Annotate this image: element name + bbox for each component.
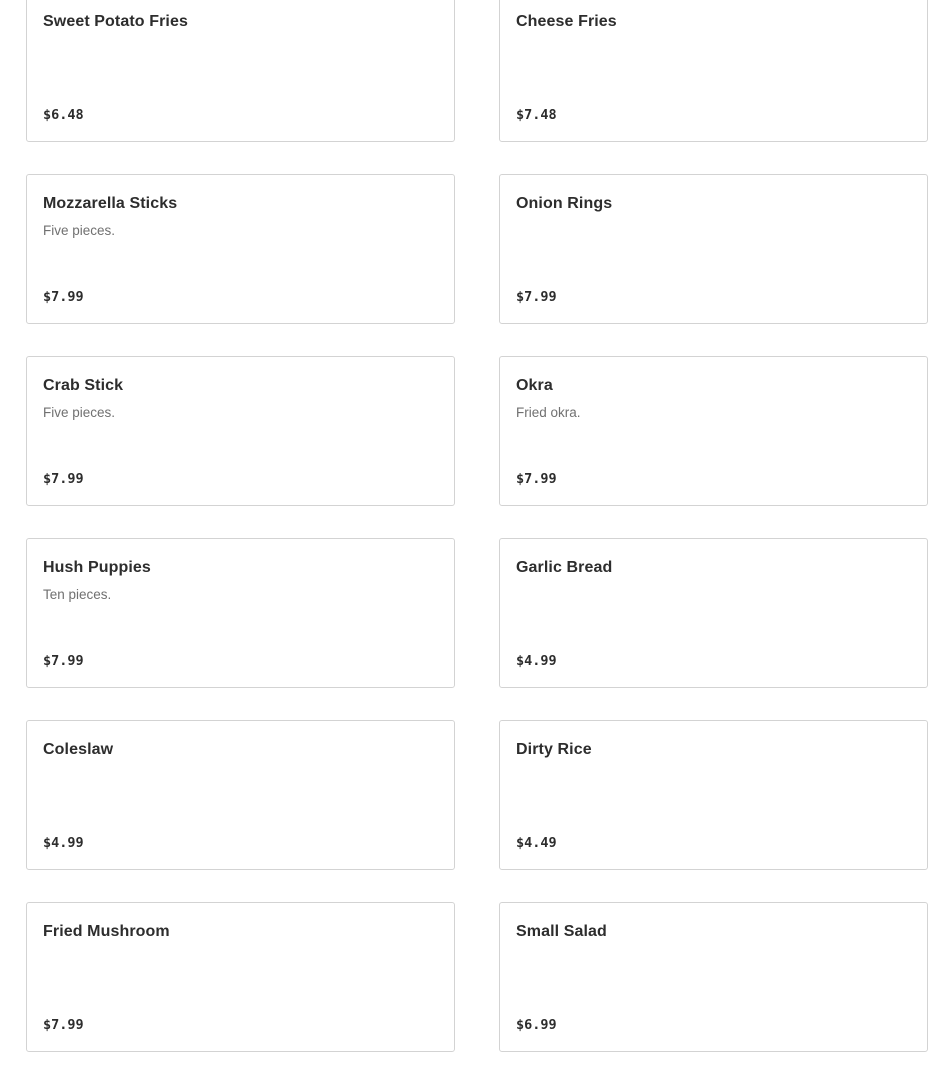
menu-item-card[interactable] [499, 174, 928, 324]
item-price: $7.99 [43, 653, 84, 669]
item-name: Okra [516, 377, 553, 394]
item-price: $4.99 [43, 835, 84, 851]
item-price: $7.99 [43, 471, 84, 487]
menu-item-card[interactable] [26, 356, 455, 506]
item-name: Hush Puppies [43, 559, 151, 576]
menu-item-card[interactable] [499, 538, 928, 688]
item-name: Cheese Fries [516, 13, 617, 30]
item-price: $7.48 [516, 107, 557, 123]
item-name: Fried Mushroom [43, 923, 170, 940]
item-description: Ten pieces. [43, 587, 112, 602]
menu-item-card[interactable] [26, 720, 455, 870]
item-name: Crab Stick [43, 377, 124, 394]
item-price: $7.99 [43, 1017, 84, 1033]
item-description: Fried okra. [516, 405, 581, 420]
menu-item-card[interactable] [499, 720, 928, 870]
menu-item-card[interactable] [499, 902, 928, 1052]
item-description: Five pieces. [43, 223, 116, 238]
item-name: Dirty Rice [516, 741, 592, 758]
item-price: $7.99 [516, 471, 557, 487]
item-price: $4.99 [516, 653, 557, 669]
item-price: $6.48 [43, 107, 84, 123]
item-name: Onion Rings [516, 195, 613, 212]
item-price: $7.99 [516, 289, 557, 305]
item-price: $6.99 [516, 1017, 557, 1033]
item-name: Small Salad [516, 923, 607, 940]
menu-item-card[interactable] [26, 902, 455, 1052]
item-name: Coleslaw [43, 741, 114, 758]
menu-item-card[interactable] [499, 356, 928, 506]
item-name: Sweet Potato Fries [43, 13, 188, 30]
item-price: $7.99 [43, 289, 84, 305]
menu-items-grid [26, 0, 928, 1052]
menu-item-card[interactable] [499, 0, 928, 142]
item-price: $4.49 [516, 835, 557, 851]
menu-item-card[interactable] [26, 174, 455, 324]
menu-item-card[interactable] [26, 538, 455, 688]
item-name: Garlic Bread [516, 559, 613, 576]
menu-item-card[interactable] [26, 0, 455, 142]
item-name: Mozzarella Sticks [43, 195, 178, 212]
item-description: Five pieces. [43, 405, 116, 420]
